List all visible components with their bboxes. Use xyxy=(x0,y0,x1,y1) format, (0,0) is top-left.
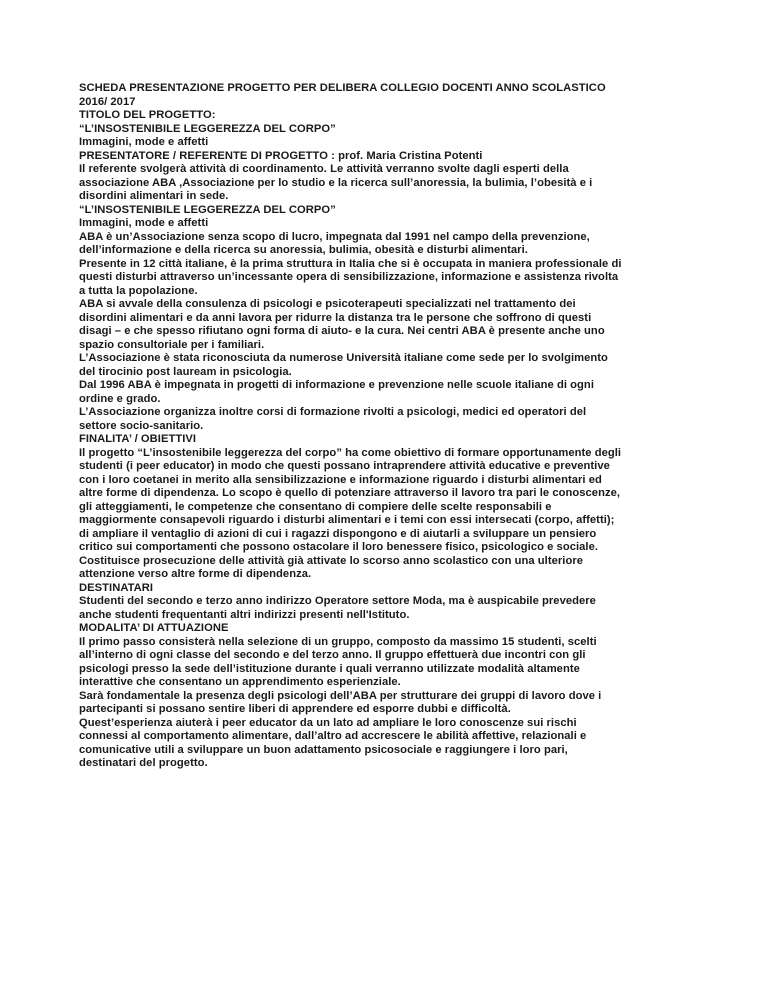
aba-line: ordine e grado. xyxy=(79,392,161,405)
presenter-line-3: associazione ABA ,Associazione per lo studio e la ricerca sull’anoressia, la bulimia, l’obesità e i xyxy=(79,176,593,189)
aba-line: disagi – e che spesso rifiutano ogni forma di aiuto- e la cura. Nei centri ABA è presente anche uno xyxy=(79,325,605,337)
presenter-line-2: Il referente svolgerà attività di coordinamento. Le attività verranno svolte dagli esperti della xyxy=(79,163,569,175)
modalita-line: Sarà fondamentale la presenza degli psicologi dell’ABA per strutturare dei gruppi di lavoro dove i xyxy=(79,689,602,702)
presenter-line-4: disordini alimentari in sede. xyxy=(79,190,229,202)
repeat-title-block xyxy=(79,204,683,231)
modalita-heading: MODALITA’ DI ATTUAZIONE xyxy=(79,622,229,634)
document-header xyxy=(79,82,683,109)
title-label: TITOLO DEL PROGETTO: xyxy=(79,109,216,121)
modalita-line: destinatari del progetto. xyxy=(79,757,208,769)
repeat-subtitle: Immagini, mode e affetti xyxy=(79,217,209,229)
modalita-line: Il primo passo consisterà nella selezione di un gruppo, composto da massimo 15 studenti, scelti xyxy=(79,635,597,648)
finalita-paragraph xyxy=(79,447,683,582)
modalita-line: interattive che consentano un apprendimento esperienziale. xyxy=(79,676,401,688)
finalita-line: gli atteggiamenti, le competenze che consentano di compiere delle scelte responsabili e xyxy=(79,500,552,513)
modalita-line: Quest’esperienza aiuterà i peer educator da un lato ad ampliare le loro conoscenze sui rischi xyxy=(79,716,577,729)
aba-line: spazio consultoriale per i familiari. xyxy=(79,338,265,351)
aba-line: ABA è un’Associazione senza scopo di lucro, impegnata dal 1991 nel campo della prevenzione, xyxy=(79,230,590,243)
destinatari-heading: DESTINATARI xyxy=(79,581,154,594)
modalita-line: psicologi presso la sede dell’istituzione durante i quali verranno utilizzate modalità altamente xyxy=(79,662,580,675)
finalita-line: critico sui comportamenti che possono ostacolare il loro benessere fisico, psicologico e sociale. xyxy=(79,541,599,553)
finalita-line: di ampliare il ventaglio di azioni di cui i ragazzi dispongono e di aiutarli a sviluppare un pensiero xyxy=(79,527,597,540)
presenter-block xyxy=(79,150,683,204)
aba-line: a tutta la popolazione. xyxy=(79,284,198,297)
finalita-heading: FINALITA’ / OBIETTIVI xyxy=(79,433,197,445)
aba-line: Presente in 12 città italiane, è la prima struttura in Italia che si è occupata in maniera professionale di xyxy=(79,257,622,270)
finalita-line: attenzione verso altre forme di dipendenza. xyxy=(79,568,312,580)
aba-line: ABA si avvale della consulenza di psicologi e psicoterapeuti specializzati nel trattamento dei xyxy=(79,298,576,310)
destinatari-line: anche studenti frequentanti altri indirizzi presenti nell'Istituto. xyxy=(79,608,410,621)
header-line-1: SCHEDA PRESENTAZIONE PROGETTO PER DELIBERA COLLEGIO DOCENTI ANNO SCOLASTICO xyxy=(79,82,606,94)
finalita-line: Il progetto “L’insostenibile leggerezza del corpo” ha come obiettivo di formare opportunamente degli xyxy=(79,446,622,459)
modalita-line: connessi al comportamento alimentare, dall’altro ad accrescere le abilità affettive, relazionali e xyxy=(79,730,587,742)
aba-line: dell’informazione e della ricerca su anoressia, bulimia, obesità e disturbi alimentari. xyxy=(79,244,528,256)
header-line-2: 2016/ 2017 xyxy=(79,95,136,108)
aba-line: L’Associazione è stata riconosciuta da numerose Università italiane come sede per lo svolgimento xyxy=(79,352,608,364)
presenter-line-1: PRESENTATORE / REFERENTE DI PROGETTO : prof. Maria Cristina Potenti xyxy=(79,149,483,162)
finalita-line: con i loro coetanei in merito alla sensibilizzazione e informazione riguardo i disturbi alimentari ed xyxy=(79,473,602,486)
finalita-line: Costituisce prosecuzione delle attività già attivate lo scorso anno scolastico con una ulteriore xyxy=(79,554,584,567)
destinatari-block xyxy=(79,582,683,623)
modalita-line: all’interno di ogni classe del secondo e del terzo anno. Il gruppo effettuerà due incontri con gli xyxy=(79,649,586,661)
modalita-paragraph xyxy=(79,636,683,771)
finalita-line: studenti (i peer educator) in modo che questi possano intraprendere attività educative e preventive xyxy=(79,460,610,472)
finalita-line: altre forme di dipendenza. Lo scopo è quello di potenziare attraverso il lavoro tra pari le conoscenze, xyxy=(79,487,621,499)
destinatari-line: Studenti del secondo e terzo anno indirizzo Operatore settore Moda, ma è auspicabile prevedere xyxy=(79,595,596,607)
aba-line: settore socio-sanitario. xyxy=(79,419,204,432)
repeat-title: “L’INSOSTENIBILE LEGGEREZZA DEL CORPO” xyxy=(79,203,336,216)
aba-line: L’Associazione organizza inoltre corsi di formazione rivolti a psicologi, medici ed operatori del xyxy=(79,406,587,418)
aba-line: disordini alimentari e da anni lavora per ridurre la distanza tra le persone che soffrono di questi xyxy=(79,311,592,324)
modalita-line: partecipanti si possano sentire liberi di apprendere ed esporre dubbi e difficoltà. xyxy=(79,703,511,715)
aba-line: del tirocinio post lauream in psicologia. xyxy=(79,365,292,378)
aba-line: questi disturbi attraverso un’incessante opera di sensibilizzazione, informazione e assistenza rivolta xyxy=(79,271,619,283)
project-title: “L’INSOSTENIBILE LEGGEREZZA DEL CORPO” xyxy=(79,122,336,135)
document-page xyxy=(79,82,683,771)
aba-line: Dal 1996 ABA è impegnata in progetti di informazione e prevenzione nelle scuole italiane di ogni xyxy=(79,379,594,391)
modalita-line: comunicative utili a sviluppare un buon adattamento psicosociale e raggiungere i loro pari, xyxy=(79,743,568,756)
project-title-block xyxy=(79,123,683,150)
finalita-line: maggiormente consapevoli riguardo i disturbi alimentari e i temi con essi intersecati (corpo, affetti); xyxy=(79,514,615,526)
project-subtitle: Immagini, mode e affetti xyxy=(79,136,209,148)
aba-paragraph xyxy=(79,231,683,434)
